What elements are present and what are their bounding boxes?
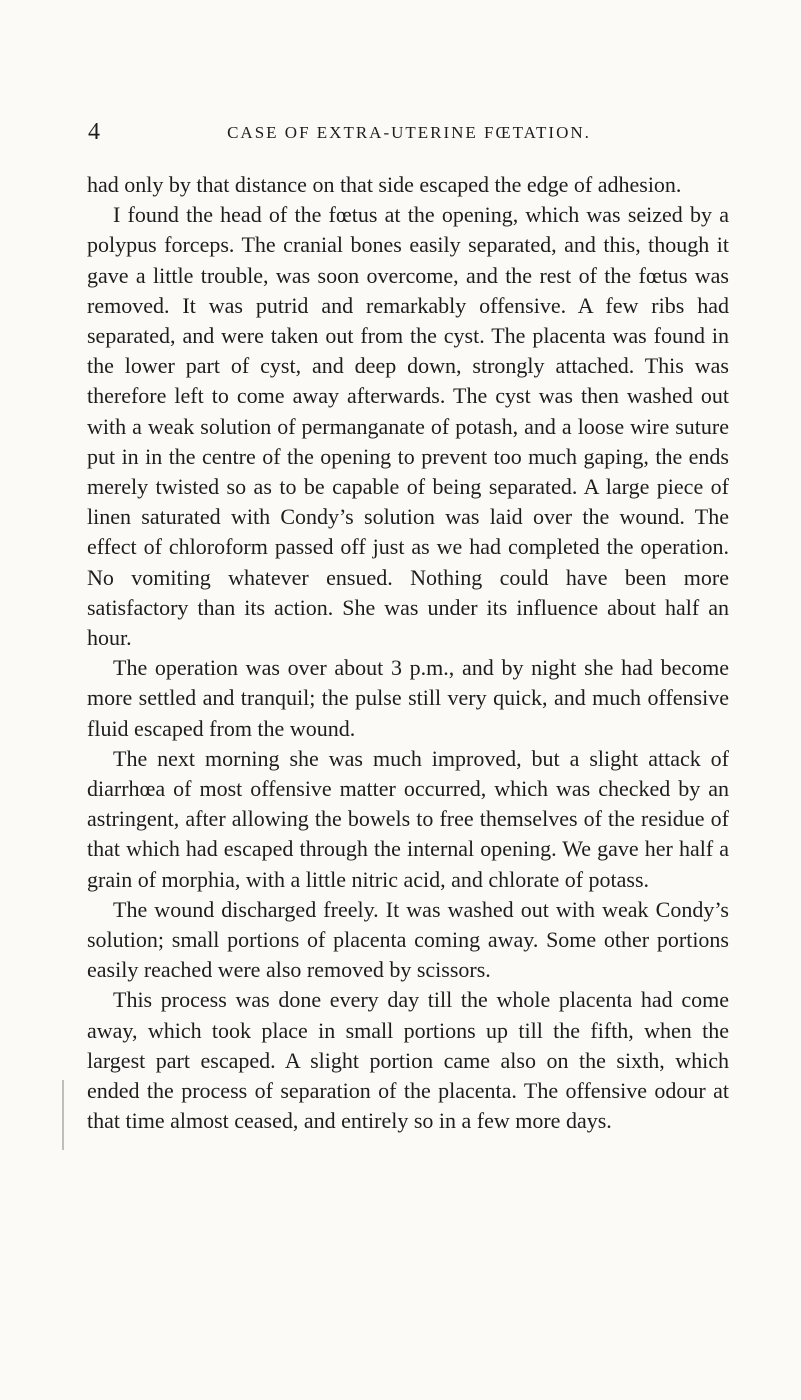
margin-mark — [62, 1080, 64, 1150]
running-title: CASE OF EXTRA-UTERINE FŒTATION. — [227, 123, 591, 142]
page-number: 4 — [88, 119, 100, 145]
paragraph-continued: had only by that distance on that side escaped the edge of adhesion. — [87, 172, 682, 197]
paragraph: This process was done every day till the whole placenta had come away, which took place in small portions up till the fifth, when the largest part escaped. A slight portion came also on the sixth, which ended the process of separation of the placenta. The offensive odour at that time almost ceased, and entirely so in a few more days. — [87, 987, 729, 1134]
paragraph: The next morning she was much improved, but a slight attack of diarrhœa of most offensive matter occurred, which was checked by an astringent, after allowing the bowels to free themselves of the residue of that which had escaped through the internal opening. We gave her half a grain of morphia, with a little nitric acid, and chlorate of potass. — [87, 745, 729, 892]
paragraph: I found the head of the fœtus at the opening, which was seized by a polypus forceps. The cranial bones easily separated, and this, though it gave a little trouble, was soon overcome, and the rest of the fœtus was removed. It was putrid and remarkably offensive. A few ribs had separated, and were taken out from the cyst. The placenta was found in the lower part of cyst, and deep down, strongly attached. This was therefore left to come away afterwards. The cyst was then washed out with a weak solution of permanganate of potash, and a loose wire suture put in in the centre of the opening to prevent too much gaping, the ends merely twisted so as to be capable of being separated. A large piece of linen saturated with Condy’s solution was laid over the wound. The effect of chloroform passed off just as we had completed the operation. No vomiting whatever ensued. Nothing could have been more satisfactory than its action. She was under its influence about half an hour. — [87, 202, 729, 651]
paragraph: The wound discharged freely. It was washed out with weak Condy’s solution; small portions of placenta coming away. Some other portions easily reached were also removed by scissors. — [87, 896, 729, 983]
page-header — [88, 118, 730, 146]
body-text — [87, 170, 729, 1137]
paragraph: The operation was over about 3 p.m., and by night she had become more settled and tranquil; the pulse still very quick, and much offensive fluid escaped from the wound. — [87, 655, 729, 741]
